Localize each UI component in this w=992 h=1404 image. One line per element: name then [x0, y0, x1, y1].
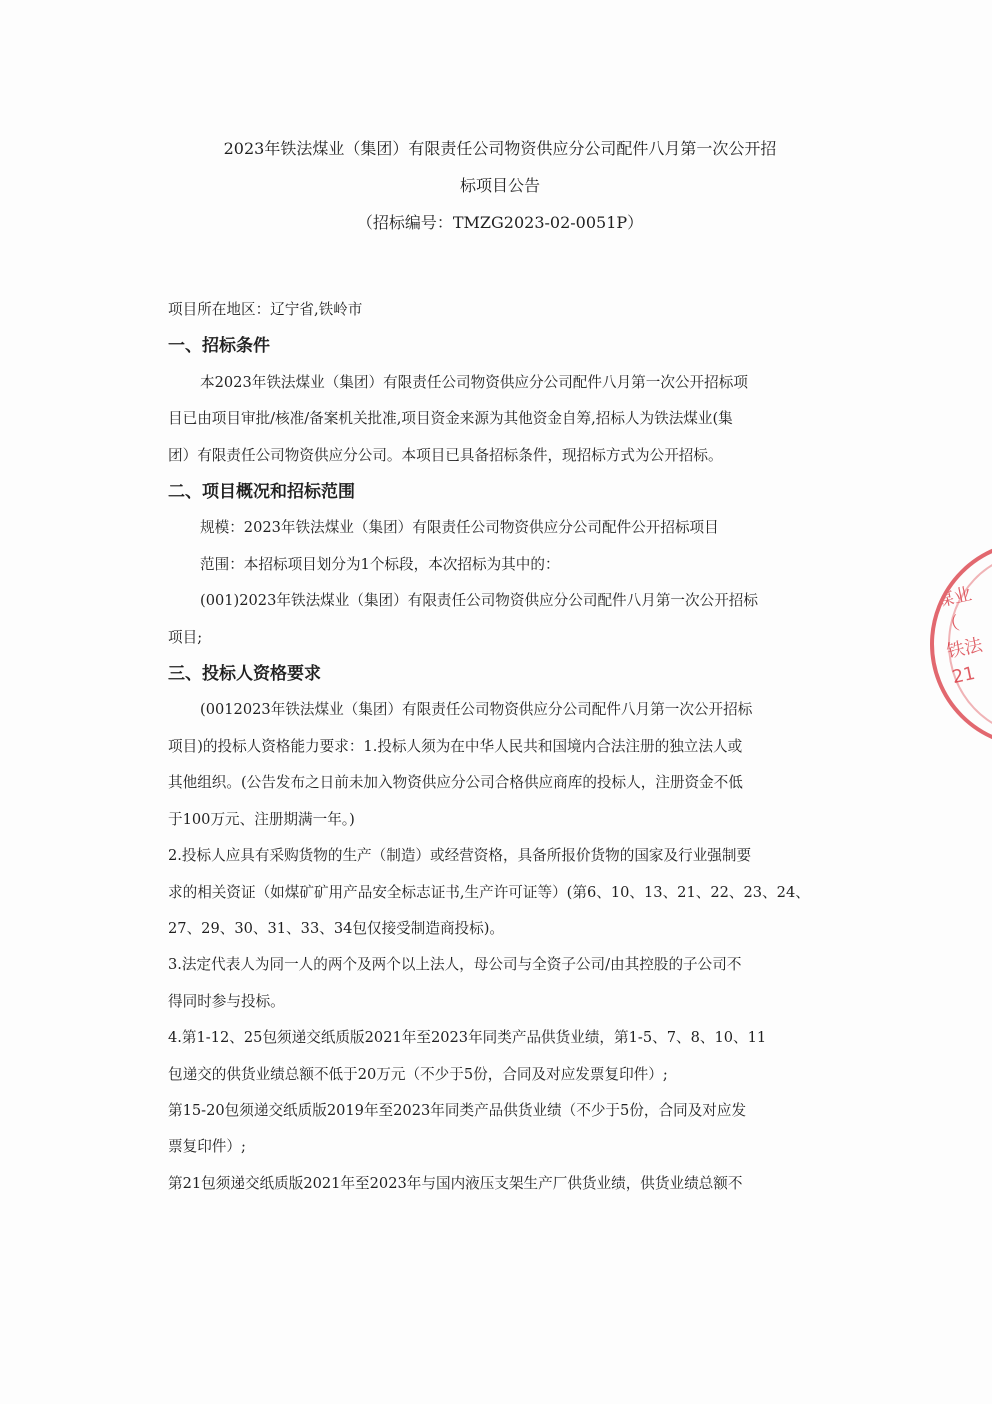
- section-3-heading: 三、投标人资格要求: [168, 664, 321, 685]
- red-seal-stamp: [930, 540, 992, 748]
- seal-text: 煤业（ 铁法 21: [934, 583, 985, 689]
- section-2-heading: 二、项目概况和招标范围: [168, 482, 355, 503]
- section-2-line: 范围：本招标项目划分为1个标段，本次招标为其中的：: [200, 555, 560, 573]
- document-title: [160, 130, 840, 241]
- section-1-line: 团）有限责任公司物资供应分公司。本项目已具备招标条件，现招标方式为公开招标。: [168, 446, 723, 464]
- section-3-line: 4.第1-12、25包须递交纸质版2021年至2023年同类产品供货业绩，第1-5、7、8、10、11: [168, 1029, 767, 1047]
- section-1-heading: 一、招标条件: [168, 336, 270, 357]
- section-2-line: (001)2023年铁法煤业（集团）有限责任公司物资供应分公司配件八月第一次公开招标: [200, 592, 758, 610]
- document-body: [168, 292, 830, 1202]
- section-3-line: 项目)的投标人资格能力要求：1.投标人须为在中华人民共和国境内合法注册的独立法人或: [168, 737, 743, 755]
- section-2-line: 项目;: [168, 628, 203, 646]
- section-3-line: 于100万元、注册期满一年。): [168, 810, 355, 828]
- section-3-line: 第15-20包须递交纸质版2019年至2023年同类产品供货业绩（不少于5份，合同及对应发: [168, 1101, 747, 1119]
- section-3-line: 包递交的供货业绩总额不低于20万元（不少于5份，合同及对应发票复印件）;: [168, 1065, 668, 1083]
- section-3-line: 3.法定代表人为同一人的两个及两个以上法人，母公司与全资子公司/由其控股的子公司不: [168, 956, 742, 974]
- section-3-line: 第21包须递交纸质版2021年至2023年与国内液压支架生产厂供货业绩，供货业绩总额不: [168, 1174, 743, 1192]
- section-3-line: 票复印件）;: [168, 1138, 246, 1156]
- project-location: 项目所在地区：辽宁省,铁岭市: [168, 301, 363, 318]
- section-1-line: 目已由项目审批/核准/备案机关批准,项目资金来源为其他资金自筹,招标人为铁法煤业(集: [168, 410, 733, 428]
- section-3-line: (0012023年铁法煤业（集团）有限责任公司物资供应分公司配件八月第一次公开招标: [200, 701, 753, 719]
- section-3-line: 其他组织。(公告发布之日前未加入物资供应分公司合格供应商库的投标人，注册资金不低: [168, 774, 743, 792]
- section-3-line: 得同时参与投标。: [168, 992, 285, 1010]
- section-1-line: 本2023年铁法煤业（集团）有限责任公司物资供应分公司配件八月第一次公开招标项: [200, 373, 748, 391]
- section-3-line: 2.投标人应具有采购货物的生产（制造）或经营资格，具备所报价货物的国家及行业强制要: [168, 847, 752, 865]
- tender-number: （招标编号：TMZG2023-02-0051P）: [356, 213, 644, 232]
- section-2-line: 规模：2023年铁法煤业（集团）有限责任公司物资供应分公司配件公开招标项目: [200, 519, 719, 537]
- section-3-line: 求的相关资证（如煤矿矿用产品安全标志证书,生产许可证等）(第6、10、13、21、22、23、24、: [168, 883, 810, 901]
- title-line-1: 2023年铁法煤业（集团）有限责任公司物资供应分公司配件八月第一次公开招: [223, 139, 777, 158]
- section-3-line: 27、29、30、31、33、34包仅接受制造商投标)。: [168, 919, 505, 937]
- title-line-2: 标项目公告: [459, 176, 540, 195]
